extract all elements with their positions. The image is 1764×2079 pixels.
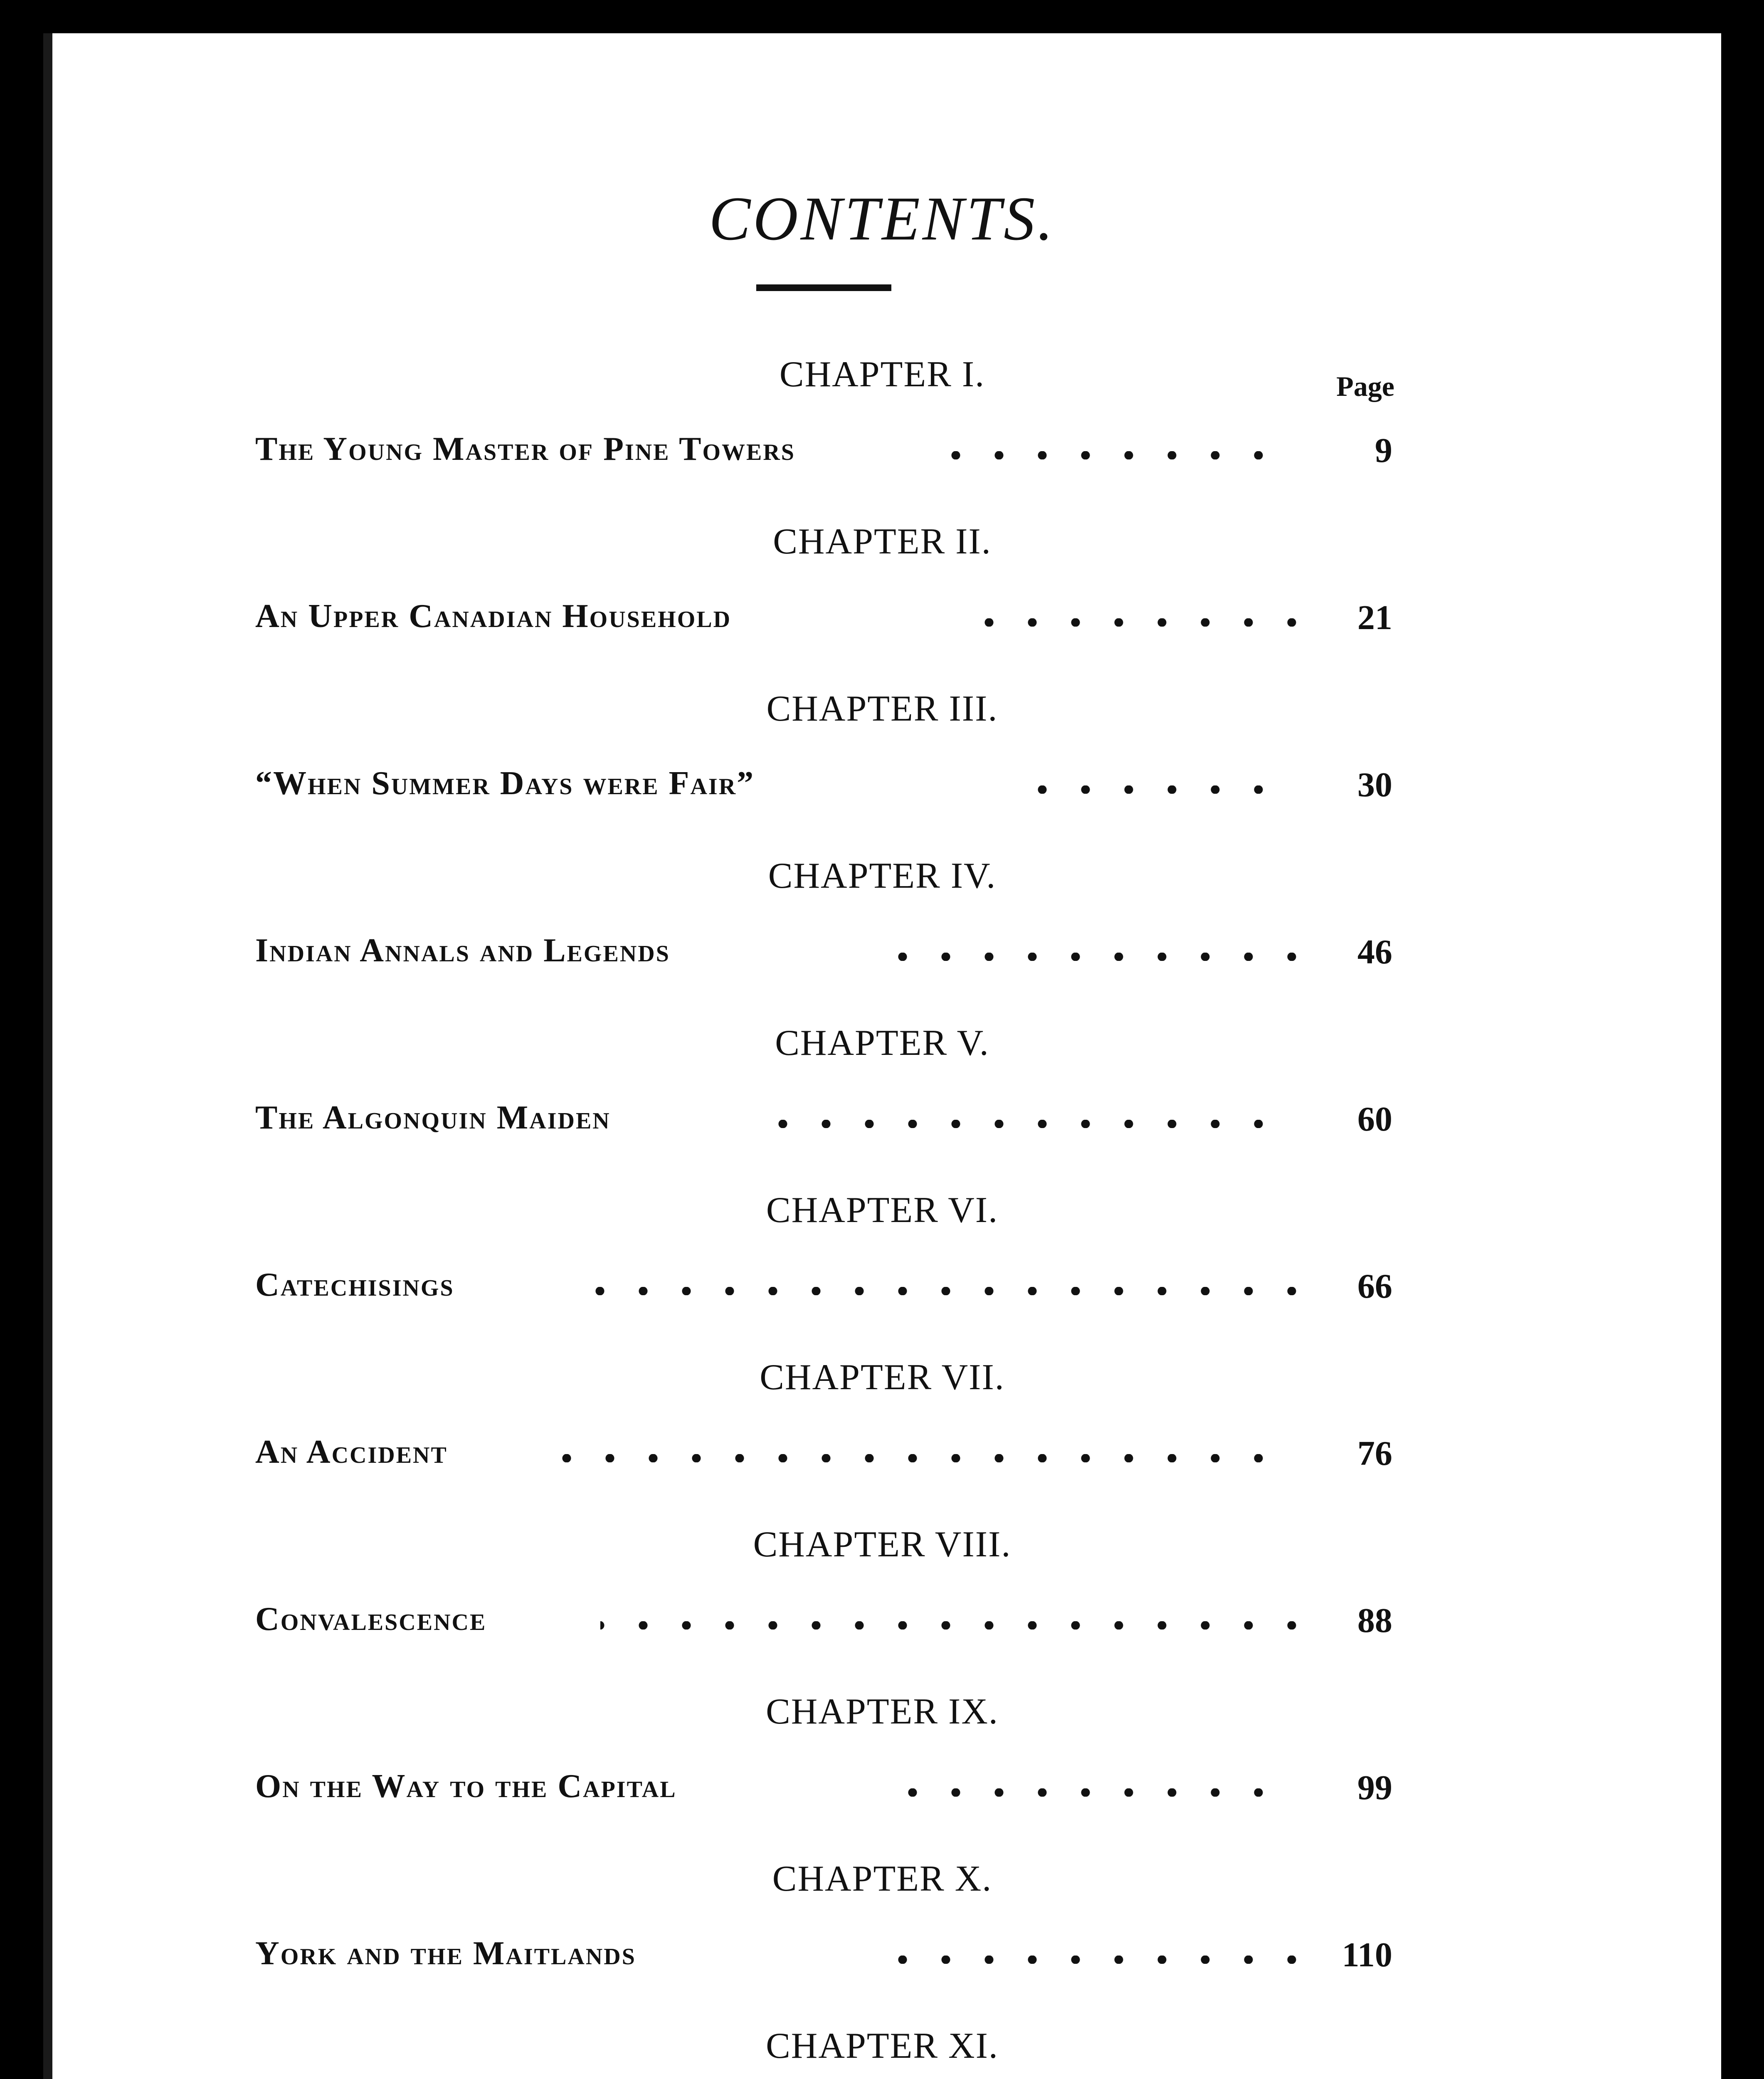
toc-entry[interactable] <box>255 598 1392 647</box>
dot-leader <box>555 1454 1280 1462</box>
chapter-number: CHAPTER I. <box>779 354 985 395</box>
chapter-title: York and the Maitlands <box>255 1935 636 1972</box>
chapter-title: Indian Annals and Legends <box>255 932 670 969</box>
page-column-label: Page <box>1336 370 1394 402</box>
dot-leader <box>887 953 1313 961</box>
chapter-title: The Algonquin Maiden <box>255 1099 611 1136</box>
chapter-title: Convalescence <box>255 1601 487 1637</box>
chapter-title: An Accident <box>255 1434 448 1470</box>
contents-heading: CONTENTS. <box>709 184 1056 253</box>
toc-entry[interactable] <box>255 1266 1392 1316</box>
toc-entry[interactable] <box>255 932 1392 982</box>
page-number: 88 <box>1357 1601 1392 1640</box>
chapter-number: CHAPTER II. <box>773 521 992 562</box>
toc-entry[interactable] <box>255 1433 1392 1483</box>
toc-entry[interactable] <box>255 1935 1392 1985</box>
chapter-block <box>43 353 1721 521</box>
chapter-title: Catechisings <box>255 1267 454 1303</box>
chapter-number: CHAPTER IX. <box>766 1691 999 1732</box>
chapter-block <box>43 1858 1721 2025</box>
chapter-block <box>43 855 1721 1022</box>
page-number: 46 <box>1357 933 1392 971</box>
dot-leader <box>879 1956 1313 1964</box>
dot-leader <box>592 1287 1313 1295</box>
dot-leader <box>600 1621 1313 1630</box>
chapter-block <box>43 1022 1721 1189</box>
dot-leader <box>941 451 1280 459</box>
chapter-block <box>43 1523 1721 1691</box>
chapter-number: CHAPTER VI. <box>766 1190 999 1230</box>
page-number: 9 <box>1375 431 1392 470</box>
toc-entry[interactable] <box>255 1099 1392 1149</box>
dot-leader <box>962 618 1313 627</box>
chapter-title: The Young Master of Pine Towers <box>255 431 795 467</box>
toc-entry[interactable] <box>255 1768 1392 1817</box>
toc-entry[interactable] <box>255 430 1392 480</box>
chapter-number: CHAPTER III. <box>766 689 998 729</box>
toc-entry[interactable] <box>255 765 1392 815</box>
page-number: 76 <box>1357 1434 1392 1473</box>
page-number: 30 <box>1357 765 1392 804</box>
chapter-block <box>43 521 1721 688</box>
chapter-title: “When Summer Days were Fair” <box>255 765 755 802</box>
heading-rule <box>756 284 891 291</box>
chapter-title: An Upper Canadian Household <box>255 598 732 635</box>
chapter-block <box>43 1691 1721 1858</box>
chapter-number: CHAPTER XI. <box>766 2026 999 2066</box>
page-number: 110 <box>1342 1936 1392 1974</box>
book-page <box>43 33 1721 2079</box>
chapter-block <box>43 2025 1721 2079</box>
dot-leader <box>1004 785 1280 794</box>
chapter-number: CHAPTER IV. <box>768 856 997 896</box>
dot-leader <box>900 1788 1280 1797</box>
chapter-block <box>43 1189 1721 1356</box>
chapter-title: On the Way to the Capital <box>255 1768 677 1805</box>
chapter-number: CHAPTER V. <box>775 1023 989 1063</box>
page-edge-shadow <box>43 33 52 2079</box>
chapter-number: CHAPTER X. <box>772 1859 992 1899</box>
dot-leader <box>767 1120 1280 1128</box>
page-number: 21 <box>1357 598 1392 637</box>
page-number: 66 <box>1357 1267 1392 1306</box>
chapter-number: CHAPTER VII. <box>760 1357 1005 1398</box>
chapter-number: CHAPTER VIII. <box>753 1524 1012 1565</box>
chapter-block <box>43 1356 1721 1523</box>
page-number: 60 <box>1357 1100 1392 1138</box>
chapter-block <box>43 688 1721 855</box>
toc-entry[interactable] <box>255 1600 1392 1650</box>
page-number: 99 <box>1357 1768 1392 1807</box>
